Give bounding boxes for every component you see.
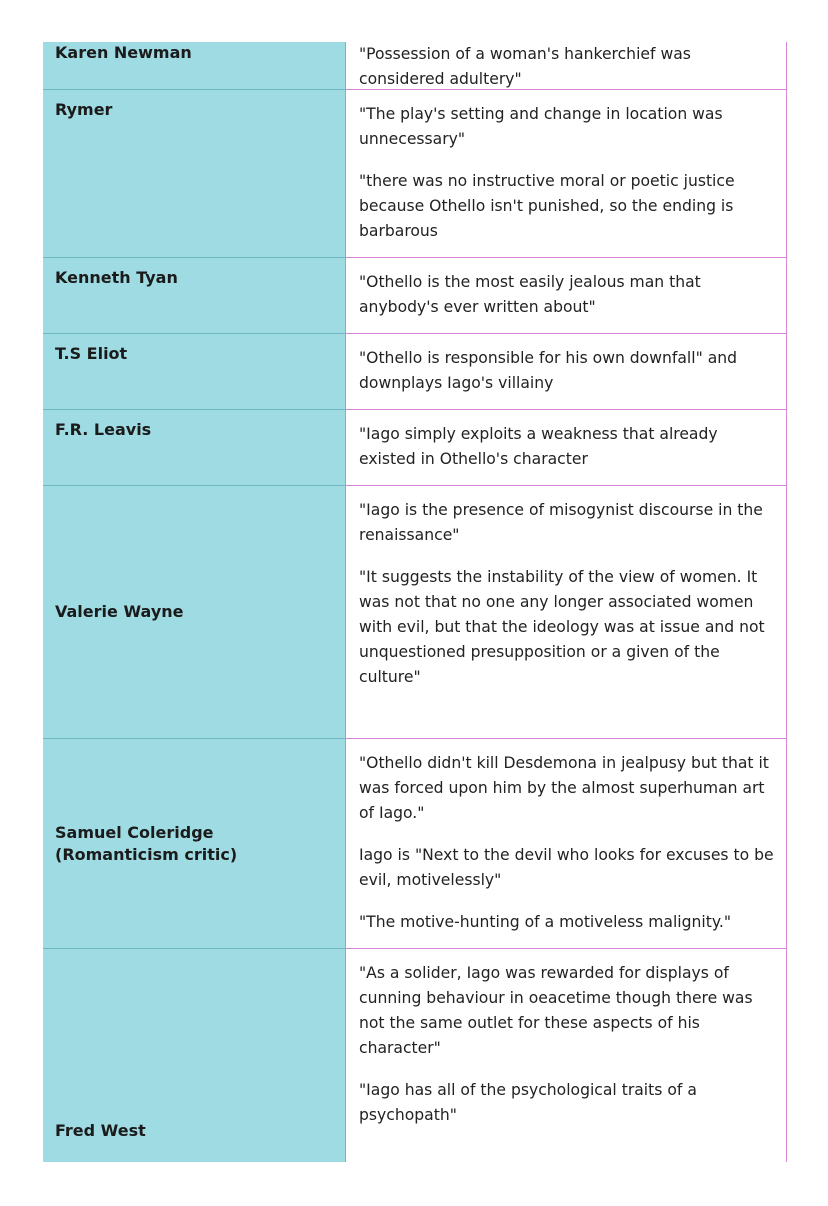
quote: "there was no instructive moral or poetic justice because Othello isn't punished, so the ending is barbarous xyxy=(359,172,735,240)
quotes-cell xyxy=(346,738,787,948)
quote: "It suggests the instability of the view of women. It was not that no one any longer associated women with evil, but that the ideology was at issue and not unquestioned presupposition or a given of the culture" xyxy=(359,568,765,686)
quote: "Othello is responsible for his own downfall" and downplays Iago's villainy xyxy=(359,349,738,392)
quotes-cell xyxy=(346,409,787,485)
quote: "The motive-hunting of a motiveless malignity." xyxy=(359,913,731,931)
critic-name: Fred West xyxy=(43,948,346,1162)
quotes-cell xyxy=(346,333,787,409)
table-row xyxy=(43,485,787,738)
quote: "Othello is the most easily jealous man that anybody's ever written about" xyxy=(359,273,701,316)
quote: "Iago simply exploits a weakness that already existed in Othello's character xyxy=(359,425,718,468)
critic-name: Rymer xyxy=(43,89,346,257)
critic-name: Kenneth Tyan xyxy=(43,257,346,333)
table-row xyxy=(43,738,787,948)
quotes-cell xyxy=(346,948,787,1162)
quotes-cell xyxy=(346,89,787,257)
quote: "Possession of a woman's hankerchief was considered adultery" xyxy=(359,45,691,88)
critic-name: Karen Newman xyxy=(43,42,346,89)
table-row xyxy=(43,42,787,89)
table-row xyxy=(43,89,787,257)
critic-name: Samuel Coleridge (Romanticism critic) xyxy=(43,738,346,948)
quote: Iago is "Next to the devil who looks for excuses to be evil, motivelessly" xyxy=(359,846,774,889)
quotes-cell xyxy=(346,42,787,89)
critic-name: Valerie Wayne xyxy=(43,485,346,738)
table-row xyxy=(43,333,787,409)
table-row xyxy=(43,257,787,333)
table-row xyxy=(43,409,787,485)
table-row xyxy=(43,948,787,1162)
quote: "Othello didn't kill Desdemona in jealpusy but that it was forced upon him by the almost superhuman art of Iago." xyxy=(359,754,769,822)
critics-table xyxy=(43,42,787,1162)
quotes-cell xyxy=(346,257,787,333)
critic-name: T.S Eliot xyxy=(43,333,346,409)
quote: "Iago has all of the psychological traits of a psychopath" xyxy=(359,1081,697,1124)
quote: "The play's setting and change in location was unnecessary" xyxy=(359,105,723,148)
critic-name: F.R. Leavis xyxy=(43,409,346,485)
quote: "Iago is the presence of misogynist discourse in the renaissance" xyxy=(359,501,763,544)
quotes-cell xyxy=(346,485,787,738)
quote: "As a solider, Iago was rewarded for displays of cunning behaviour in oeacetime though there was not the same outlet for these aspects of his character" xyxy=(359,964,753,1057)
